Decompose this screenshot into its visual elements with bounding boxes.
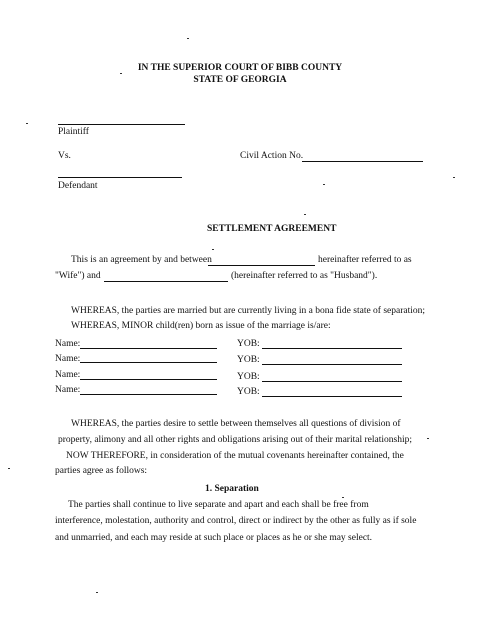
husband-name-blank[interactable]: [104, 281, 228, 282]
defendant-label: Defendant: [58, 181, 98, 191]
scan-speck: [96, 592, 98, 593]
scan-speck: [453, 177, 455, 178]
settle-line-4: parties agree as follows:: [55, 466, 148, 476]
agreement-title: SETTLEMENT AGREEMENT: [207, 224, 337, 234]
whereas-separation: WHEREAS, the parties are married but are currently living in a bona fide state of separation;: [71, 306, 426, 316]
child-yob-label: YOB:: [237, 355, 260, 365]
intro-suffix: hereinafter referred to as: [318, 255, 412, 265]
child-yob-blank[interactable]: [262, 364, 402, 365]
section-line-3: and unmarried, and each may reside at such place or places as he or she may select.: [55, 533, 373, 543]
settle-line-2: property, alimony and all other rights and obligations arising out of their marital relationship;: [58, 435, 412, 445]
child-name-label: Name:: [55, 385, 81, 395]
child-name-blank[interactable]: [80, 379, 217, 380]
scan-speck: [26, 123, 28, 124]
state-heading: [0, 75, 480, 85]
child-name-blank[interactable]: [80, 394, 217, 395]
child-name-blank[interactable]: [80, 348, 217, 349]
child-name-label: Name:: [55, 339, 81, 349]
scan-speck: [187, 38, 189, 39]
scan-speck: [120, 73, 122, 74]
child-yob-label: YOB:: [237, 339, 260, 349]
section-heading: 1. Separation: [205, 484, 259, 494]
child-name-blank[interactable]: [80, 362, 217, 363]
intro-line-1: [71, 255, 212, 265]
child-yob-blank[interactable]: [262, 396, 402, 397]
state-name: STATE OF GEORGIA: [193, 75, 287, 85]
child-yob-label: YOB:: [237, 372, 260, 382]
scan-speck: [342, 497, 344, 498]
child-name-label: Name:: [55, 370, 81, 380]
child-yob-blank[interactable]: [262, 348, 402, 349]
scan-speck: [8, 468, 10, 469]
court-name: IN THE SUPERIOR COURT OF BIBB COUNTY: [137, 63, 343, 73]
settle-line-1: WHEREAS, the parties desire to settle between themselves all questions of division of: [71, 419, 401, 429]
defendant-blank[interactable]: [58, 177, 182, 178]
scan-speck: [212, 249, 214, 250]
civil-action-label: Civil Action No.: [240, 151, 304, 161]
child-name-label: Name:: [55, 354, 81, 364]
settle-line-3: NOW THEREFORE, in consideration of the mutual covenants hereinafter contained, the: [66, 451, 404, 461]
section-line-2: interference, molestation, authority and control, direct or indirect by the other as fully as if sole: [55, 516, 417, 526]
whereas-children: WHEREAS, MINOR child(ren) born as issue of the marriage is/are:: [71, 321, 331, 331]
intro-husband: (hereinafter referred to as "Husband").: [231, 271, 378, 281]
plaintiff-blank[interactable]: [58, 124, 185, 125]
intro-prefix: This is an agreement by and between: [71, 255, 212, 265]
child-yob-blank[interactable]: [262, 381, 402, 382]
plaintiff-label: Plaintiff: [58, 127, 89, 137]
vs-label: Vs.: [58, 151, 71, 161]
intro-wife: "Wife") and: [55, 271, 101, 281]
scan-speck: [323, 184, 325, 185]
scan-speck: [304, 214, 306, 215]
section-line-1: The parties shall continue to live separate and apart and each shall be free from: [68, 500, 369, 510]
child-yob-label: YOB:: [237, 387, 260, 397]
civil-action-blank[interactable]: [302, 161, 423, 162]
court-heading: [0, 63, 480, 73]
wife-name-blank[interactable]: [208, 265, 315, 266]
scan-speck: [427, 438, 429, 439]
